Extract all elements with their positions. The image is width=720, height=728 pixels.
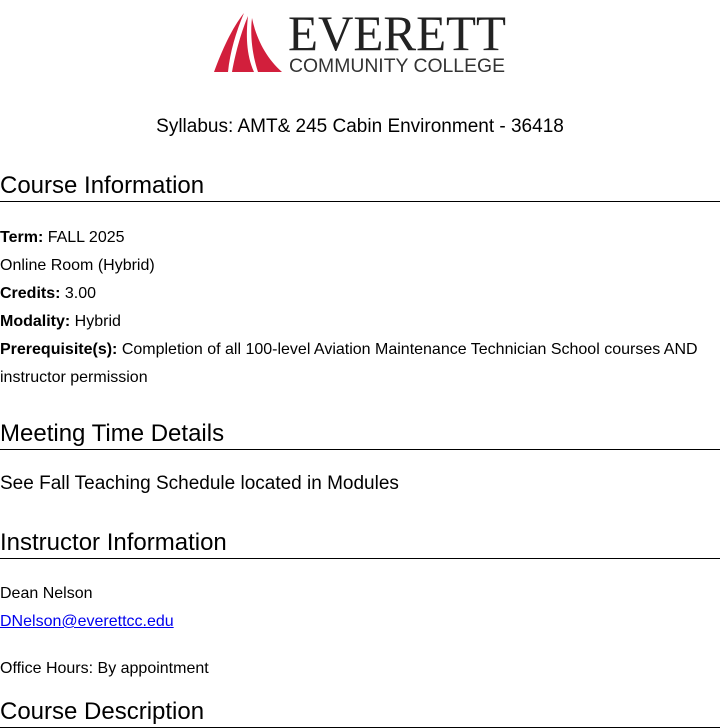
- modality-label: Modality:: [0, 313, 71, 330]
- svg-text:COMMUNITY COLLEGE: COMMUNITY COLLEGE: [289, 56, 505, 76]
- term: [0, 224, 715, 252]
- modality: [0, 308, 715, 336]
- instructor-heading: Instructor Information: [0, 529, 720, 559]
- syllabus-title: Syllabus: AMT& 245 Cabin Environment - 36418: [156, 116, 564, 137]
- prerequisites: [0, 336, 715, 392]
- term-label: Term:: [0, 229, 44, 246]
- term-value: FALL 2025: [43, 229, 125, 246]
- everett-cc-logo: [214, 10, 506, 76]
- credits-value: 3.00: [60, 285, 97, 302]
- prereq-value: Completion of all 100-level Aviation Maintenance Technician School courses AND instructor permission: [0, 341, 698, 386]
- meeting-text: See Fall Teaching Schedule located in Modules: [0, 473, 399, 494]
- modality-value: Hybrid: [70, 313, 121, 330]
- course-description-heading: Course Description: [0, 698, 720, 728]
- credits-label: Credits:: [0, 285, 61, 302]
- course-information-heading: Course Information: [0, 172, 720, 202]
- room: Online Room (Hybrid): [0, 257, 155, 274]
- prereq-label: Prerequisite(s):: [0, 341, 118, 358]
- office-hours: Office Hours: By appointment: [0, 660, 209, 677]
- meeting-time-heading: Meeting Time Details: [0, 420, 720, 450]
- credits: [0, 280, 715, 308]
- instructor-email-link[interactable]: DNelson@everettcc.edu: [0, 613, 174, 630]
- instructor-name: Dean Nelson: [0, 585, 93, 602]
- svg-text:EVERETT: EVERETT: [288, 10, 506, 61]
